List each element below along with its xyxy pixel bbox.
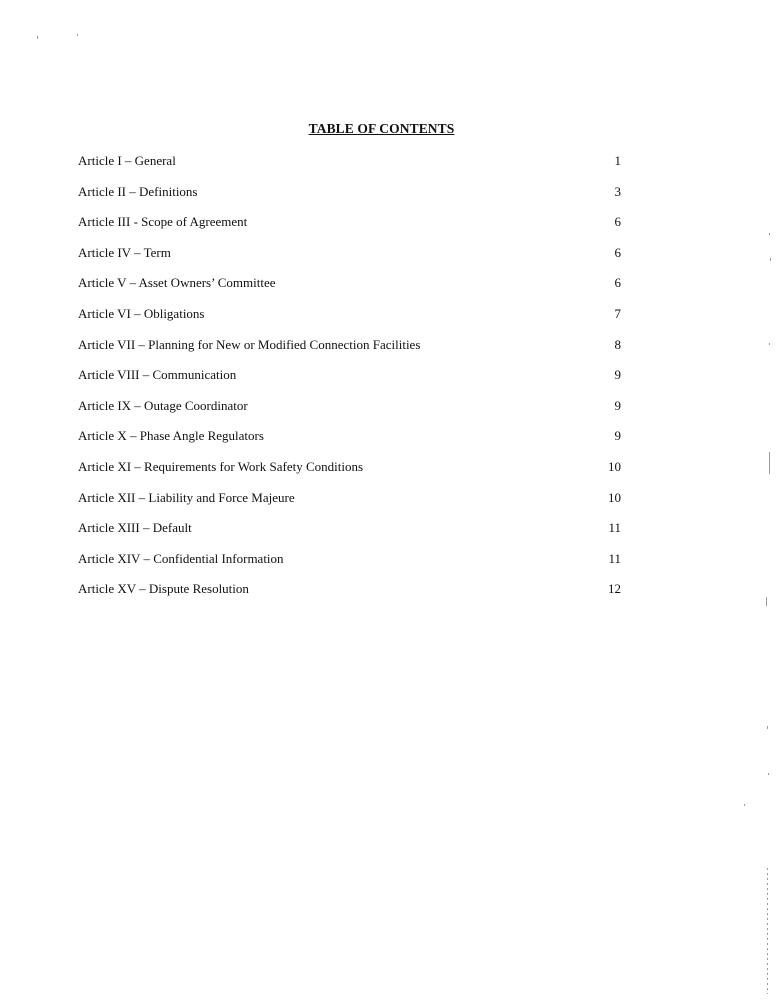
toc-entry [76,425,624,456]
toc-entry [76,272,624,303]
toc-entry-page: 9 [614,428,621,444]
toc-entry [76,334,624,365]
scan-speck [37,36,38,39]
toc-entry [76,303,624,334]
toc-entry-page: 6 [614,275,621,291]
toc-entry-label: Article XIII – Default [78,520,192,536]
toc-entry-page: 6 [614,214,621,230]
toc-entry-page: 8 [614,336,621,352]
scan-speck [769,452,770,474]
toc-entry [76,150,624,181]
toc-entry-label: Article V – Asset Owners’ Committee [78,275,276,291]
toc-title: TABLE OF CONTENTS [308,121,455,136]
scan-speck [767,726,768,729]
toc-entry [76,578,624,609]
toc-entry [76,548,624,579]
toc-entry-page: 10 [608,489,621,505]
toc-entry [76,517,624,548]
toc-entry-label: Article XV – Dispute Resolution [78,581,249,597]
toc-entry-page: 12 [608,581,621,597]
scan-speck [766,597,767,606]
scan-speck [744,804,745,806]
toc-entry [76,456,624,487]
toc-entry-page: 11 [608,550,621,566]
scan-speck [770,258,771,261]
toc-entry [76,181,624,212]
scan-speck [769,343,770,345]
toc-entry [76,211,624,242]
toc-entry-label: Article XI – Requirements for Work Safety Conditions [78,458,364,474]
toc-entry-page: 11 [608,520,621,536]
scan-speck [768,773,769,775]
toc-entry-label: Article IV – Term [78,244,171,260]
toc-list [76,150,624,609]
toc-entry-label: Article II – Definitions [78,183,198,199]
toc-entry-label: Article X – Phase Angle Regulators [78,428,264,444]
scan-edge-line [767,868,768,994]
toc-entry-page: 3 [614,183,621,199]
toc-entry-label: Article XIV – Confidential Information [78,550,284,566]
toc-entry [76,242,624,273]
scan-speck [77,34,78,36]
toc-entry-label: Article VIII – Communication [78,367,237,383]
toc-entry-label: Article IX – Outage Coordinator [78,397,248,413]
toc-entry-page: 9 [614,397,621,413]
toc-entry [76,364,624,395]
scan-speck [769,233,770,235]
toc-entry-label: Article I – General [78,153,176,168]
toc-entry [76,487,624,518]
toc-entry-label: Article III - Scope of Agreement [78,214,248,230]
toc-entry-label: Article VII – Planning for New or Modified Connection Facilities [78,336,421,352]
toc-entry-page: 6 [614,244,621,260]
toc-entry-page: 10 [608,458,621,474]
toc-entry-page: 9 [614,367,621,383]
toc-entry-label: Article XII – Liability and Force Majeure [78,489,295,505]
toc-entry [76,395,624,426]
toc-entry-page: 1 [614,153,621,168]
toc-entry-page: 7 [614,305,621,321]
toc-entry-label: Article VI – Obligations [78,305,205,321]
